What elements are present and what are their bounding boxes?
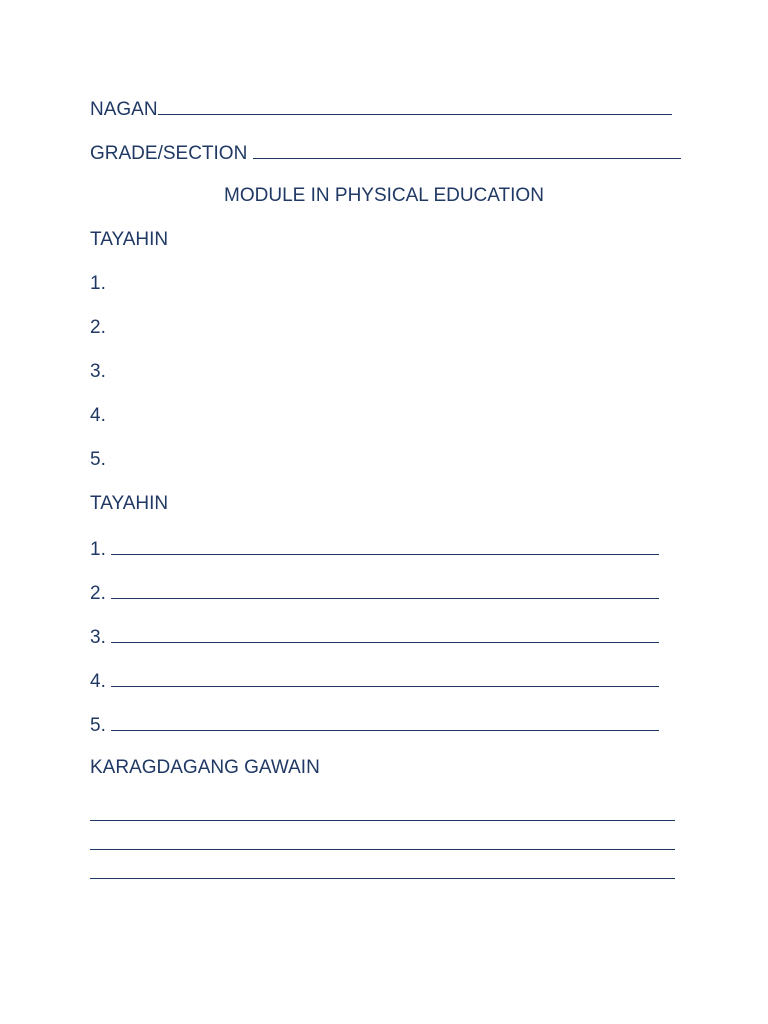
section3-heading: KARAGDAGANG GAWAIN <box>90 757 320 778</box>
name-blank <box>158 96 672 115</box>
section2-heading: TAYAHIN <box>90 493 169 514</box>
section1-item-1: 1. <box>90 273 106 294</box>
answer-line-1 <box>90 820 675 821</box>
section2-item-5-number: 5. <box>90 715 106 736</box>
section2-item-3-number: 3. <box>90 627 106 648</box>
page-title: MODULE IN PHYSICAL EDUCATION <box>224 185 544 206</box>
section2-item-row-2 <box>90 580 659 606</box>
grade-section-blank <box>253 140 681 159</box>
section2-item-row-1 <box>90 536 659 562</box>
name-label: NAGAN <box>90 99 158 120</box>
section1-item-4: 4. <box>90 405 106 426</box>
section2-item-1-number: 1. <box>90 539 106 560</box>
section1-item-2: 2. <box>90 317 106 338</box>
section2-item-row-3 <box>90 624 659 650</box>
grade-section-label: GRADE/SECTION <box>90 143 248 164</box>
section2-item-2-blank <box>111 580 659 599</box>
section1-item-3: 3. <box>90 361 106 382</box>
section2-item-2-number: 2. <box>90 583 106 604</box>
section1-item-5: 5. <box>90 449 106 470</box>
section2-item-row-4 <box>90 668 659 694</box>
section2-item-4-blank <box>111 668 659 687</box>
answer-line-2 <box>90 849 675 850</box>
name-field-row <box>90 96 672 122</box>
section2-item-5-blank <box>111 712 659 731</box>
section1-heading: TAYAHIN <box>90 229 169 250</box>
section2-item-1-blank <box>111 536 659 555</box>
grade-section-field-row <box>90 140 681 166</box>
section2-item-4-number: 4. <box>90 671 106 692</box>
answer-line-3 <box>90 878 675 879</box>
section2-item-row-5 <box>90 712 659 738</box>
section2-item-3-blank <box>111 624 659 643</box>
